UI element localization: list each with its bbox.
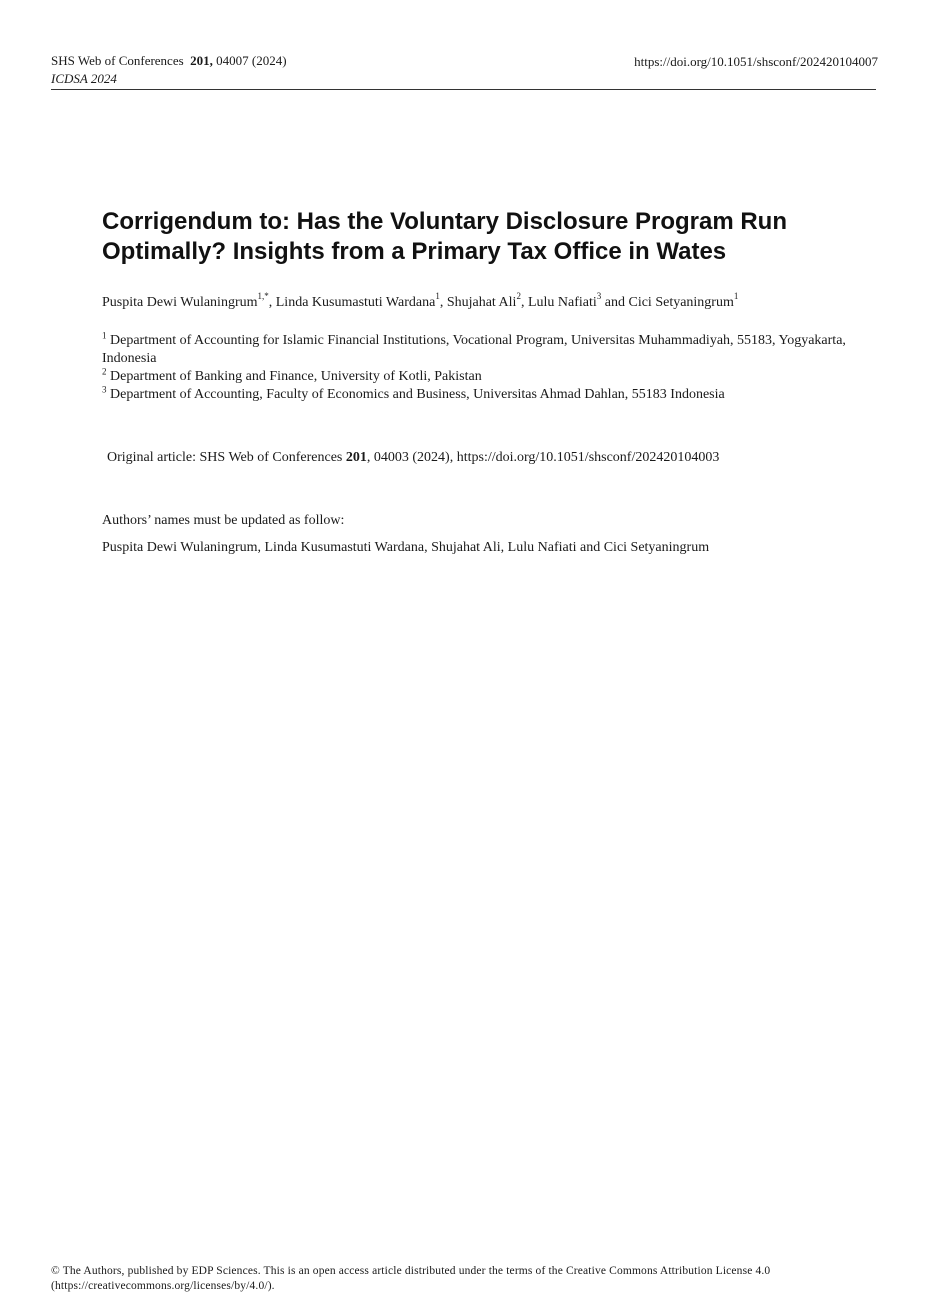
affiliation-number: 1 — [102, 330, 107, 341]
author-separator: , — [520, 295, 528, 310]
author-separator: and — [601, 295, 629, 310]
original-article-suffix[interactable]: , 04003 (2024), https://doi.org/10.1051/shsconf/202420104003 — [366, 450, 720, 465]
running-header — [51, 52, 287, 88]
author-separator: , — [268, 295, 276, 310]
corrected-author-names: Puspita Dewi Wulaningrum, Linda Kusumastuti Wardana, Shujahat Ali, Lulu Nafiati and Cici Setyaningrum — [102, 540, 710, 555]
affiliation-item — [102, 386, 867, 404]
conference-name: ICDSA 2024 — [51, 71, 117, 86]
journal-citation — [51, 52, 287, 70]
author-name: Shujahat Ali — [446, 295, 517, 310]
affiliation-text: Department of Accounting, Faculty of Economics and Business, Universitas Ahmad Dahlan, 55183 Indonesia — [110, 387, 725, 402]
license-text: © The Authors, published by EDP Sciences. This is an open access article distributed under the terms of the Creative Commons Attribution License 4.0 — [51, 1265, 771, 1277]
affiliation-item — [102, 368, 867, 386]
author-list — [102, 293, 738, 313]
author-affiliation-mark: 3 — [596, 291, 602, 302]
author-name: Linda Kusumastuti Wardana — [275, 295, 436, 310]
paper-title: Corrigendum to: Has the Voluntary Disclosure Program Run Optimally? Insights from a Primary Tax Office in Wates — [102, 208, 787, 265]
journal-name: SHS Web of Conferences — [51, 53, 184, 68]
affiliation-number: 3 — [102, 384, 107, 395]
affiliation-text: Department of Accounting for Islamic Financial Institutions, Vocational Program, Universitas Muhammadiyah, 55183, Yogyakarta, Indonesia — [102, 333, 846, 366]
license-link[interactable]: (https://creativecommons.org/licenses/by/4.0/). — [51, 1280, 275, 1292]
author-affiliation-mark: 1 — [435, 291, 440, 302]
correction-heading: Authors’ names must be updated as follow: — [102, 513, 345, 528]
original-article-prefix: Original article: SHS Web of Conferences — [107, 450, 346, 465]
author-affiliation-mark: 1,* — [257, 291, 269, 302]
original-article-note — [107, 448, 719, 468]
affiliation-number: 2 — [102, 366, 107, 377]
affiliation-item — [102, 332, 867, 368]
author-separator: , — [439, 295, 447, 310]
journal-volume: 201, — [190, 53, 213, 68]
author-affiliation-mark: 2 — [516, 291, 521, 302]
affiliation-text: Department of Banking and Finance, University of Kotli, Pakistan — [110, 369, 482, 384]
original-article-volume: 201 — [345, 450, 367, 465]
affiliation-list — [102, 332, 867, 404]
header-divider — [51, 89, 876, 90]
article-number: 04007 (2024) — [216, 53, 287, 68]
license-footer — [51, 1264, 881, 1294]
author-name: Puspita Dewi Wulaningrum — [102, 295, 258, 310]
author-name: Cici Setyaningrum — [628, 295, 734, 310]
header-doi-link[interactable]: https://doi.org/10.1051/shsconf/202420104007 — [634, 54, 878, 69]
author-name: Lulu Nafiati — [527, 295, 597, 310]
author-affiliation-mark: 1 — [733, 291, 739, 302]
